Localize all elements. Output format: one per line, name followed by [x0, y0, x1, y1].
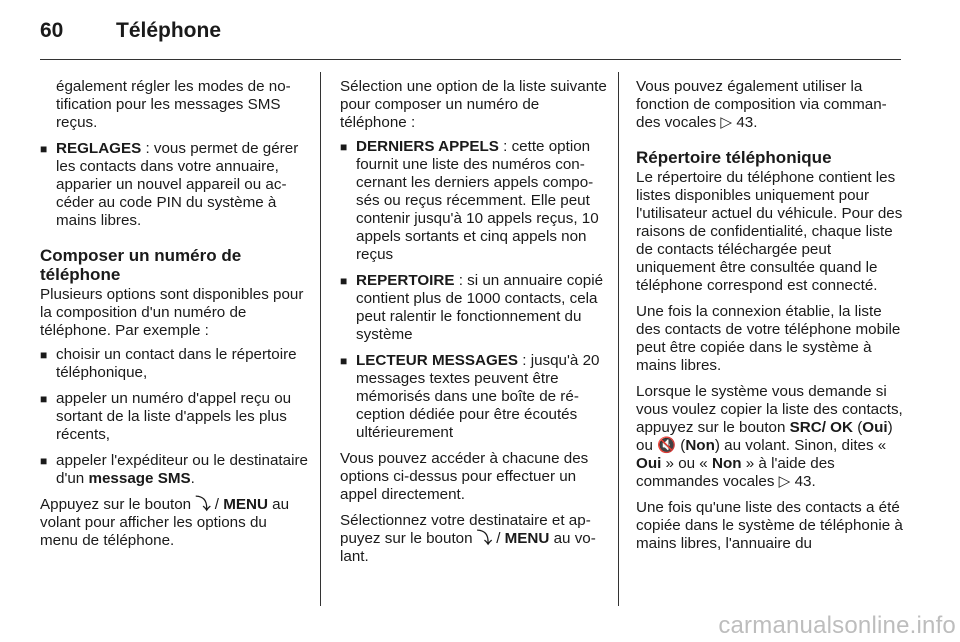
square-bullet-icon: ■ — [340, 274, 348, 288]
paragraph — [40, 496, 308, 550]
item-text: : si un annuaire copié contient plus de 1000 contacts, cela peut ralentir le fonctionnement du système — [356, 272, 604, 343]
text: ( — [852, 419, 863, 436]
watermark: carmanualsonline.info — [718, 612, 956, 639]
list-item — [340, 138, 608, 264]
item-text: : vous permet de gérer les contacts dans votre annuaire, apparier un nouvel appareil ou accéder au code PIN du système à mains libres. — [56, 140, 299, 229]
text: Lorsque le système vous demande si vous voulez copier la liste des contacts, appuyez sur le bouton — [636, 383, 903, 436]
text: Appuyez sur le bouton — [40, 496, 196, 513]
paragraph: Sélection une option de la liste suivante pour composer un numéro de téléphone : — [340, 78, 607, 131]
square-bullet-icon: ■ — [40, 142, 48, 156]
text: / — [210, 496, 224, 513]
item-text: appeler l'expéditeur ou le destinataire d'un — [56, 452, 308, 487]
phone-icon: ⤵ — [195, 496, 211, 513]
column-divider — [320, 72, 321, 606]
term: Non — [685, 437, 715, 454]
list-item — [40, 452, 308, 488]
term: Oui — [862, 419, 888, 436]
paragraph: Lorsque le système vous demande si vous voulez copier la liste des contacts, appuyez sur le bouton SRC/ OK (Oui) ou 🔇 (Non) au volant. Sinon, dites « Oui » ou « Non » à l'aide des commandes vocales ▷ 43. — [636, 383, 903, 490]
text: Vous pouvez également utiliser la fonction de composition via commandes vocales — [636, 78, 887, 131]
item-text: : cette option fournit une liste des numéros concernant les derniers appels composés ou reçus récemment. Elle peut contenir jusqu'à 10 appels reçus, 10 appels sortants et cinq appels non reçus — [356, 138, 599, 263]
term: LECTEUR MESSAGES — [356, 352, 519, 369]
page-title: Téléphone — [116, 19, 222, 42]
item-text: appeler un numéro d'appel reçu ou sortant de la liste d'appels les plus récents, — [56, 390, 292, 443]
page-header — [0, 0, 960, 60]
paragraph: Vous pouvez accéder à chacune des options ci-dessus pour effectuer un appel directement. — [340, 450, 589, 503]
phone-icon: ⤵ — [476, 530, 492, 547]
list-item — [340, 352, 608, 442]
section-heading: Répertoire téléphonique — [636, 148, 832, 167]
header-rule — [40, 59, 901, 60]
text: » à l'aide des commandes vocales — [636, 455, 835, 490]
square-bullet-icon: ■ — [40, 454, 48, 468]
text: ) ou — [636, 419, 893, 454]
term: REPERTOIRE — [356, 272, 455, 289]
text: » ou « — [661, 455, 712, 472]
paragraph: également régler les modes de notification pour les messages SMS reçus. — [56, 78, 291, 131]
square-bullet-icon: ■ — [340, 354, 348, 368]
paragraph — [340, 512, 608, 566]
item-text: : jusqu'à 20 messages textes peuvent être mémorisés dans une boîte de réception dédiée pour être écoutés ultérieurement — [356, 352, 600, 441]
term: DERNIERS APPELS — [356, 138, 499, 155]
section-heading: Composer un numéro de téléphone — [40, 246, 242, 284]
text: au volant pour afficher les options du menu de téléphone. — [40, 496, 290, 549]
term: Oui — [636, 455, 662, 472]
term: Non — [711, 455, 742, 472]
list-item — [40, 390, 308, 444]
paragraph: Plusieurs options sont disponibles pour la composition d'un numéro de téléphone. Par exemple : — [40, 286, 304, 339]
column-divider — [618, 72, 619, 606]
term: REGLAGES — [56, 140, 142, 157]
list-item — [40, 140, 308, 230]
paragraph: Le répertoire du téléphone contient les listes disponibles uniquement pour l'utilisateur actuel du véhicule. Pour des raisons de confidentialité, chaque liste de contacts téléchargée peut uniquement être consultée quand le téléphone correspond est connecté. — [636, 169, 903, 294]
term: MENU — [223, 496, 268, 513]
item-text: choisir un contact dans le répertoire téléphonique, — [56, 346, 297, 381]
square-bullet-icon: ■ — [40, 392, 48, 406]
bullet-list — [40, 140, 308, 230]
reference-arrow-icon: ▷ — [720, 114, 737, 131]
square-bullet-icon: ■ — [340, 140, 348, 154]
text: Sélectionnez votre destinataire et appuyez sur le bouton — [340, 512, 591, 547]
text: au volant. — [340, 530, 596, 565]
paragraph — [636, 78, 906, 132]
bullet-list — [40, 346, 308, 488]
term: message SMS — [88, 470, 191, 487]
page-number: 60 — [40, 19, 64, 42]
term: SRC/ OK — [789, 419, 853, 436]
column-3 — [636, 78, 906, 561]
square-bullet-icon: ■ — [40, 348, 48, 362]
paragraph: Une fois la connexion établie, la liste des contacts de votre téléphone mobile peut être copiée dans le système à mains libres. — [636, 303, 901, 374]
column-1 — [40, 78, 308, 558]
mute-icon: 🔇 — [657, 437, 677, 454]
column-2 — [340, 78, 608, 574]
reference-arrow-icon: ▷ — [778, 473, 795, 490]
paragraph: Une fois qu'une liste des contacts a été copiée dans le système de téléphonie à mains libres, l'annuaire du — [636, 499, 903, 552]
page-reference: 43. — [736, 114, 758, 131]
text: / — [491, 530, 505, 547]
term: MENU — [504, 530, 550, 547]
bullet-list — [340, 138, 608, 442]
item-text: . — [190, 470, 195, 487]
page-reference: 43. — [794, 473, 816, 490]
list-item — [340, 272, 608, 344]
text: ) au volant. Sinon, dites « — [714, 437, 887, 454]
list-item — [40, 346, 308, 382]
